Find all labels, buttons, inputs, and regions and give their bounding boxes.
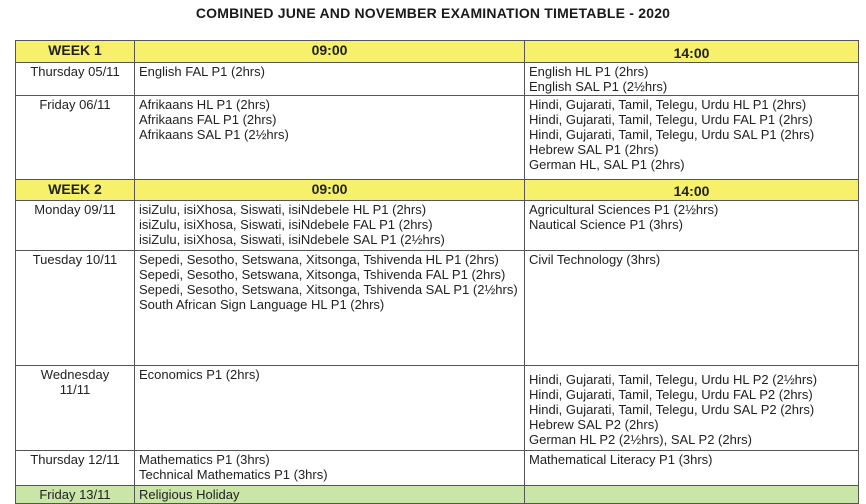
afternoon-cell bbox=[525, 366, 859, 451]
exam-entry: German HL P2 (2½hrs), SAL P2 (2hrs) bbox=[529, 432, 753, 447]
morning-cell bbox=[135, 451, 525, 486]
morning-session-header: 09:00 bbox=[135, 41, 525, 63]
exam-entry: Technical Mathematics P1 (3hrs) bbox=[139, 467, 328, 482]
exam-entry: English HL P1 (2hrs) bbox=[529, 64, 649, 79]
exam-entry: Hindi, Gujarati, Tamil, Telegu, Urdu FAL P1 (2hrs) bbox=[529, 112, 813, 127]
morning-cell bbox=[135, 201, 525, 251]
exam-entry: Afrikaans FAL P1 (2hrs) bbox=[139, 112, 277, 127]
table-row bbox=[16, 201, 859, 251]
day-label: Thursday 12/11 bbox=[30, 452, 120, 467]
day-label: Thursday 05/11 bbox=[30, 64, 120, 79]
exam-entry: South African Sign Language HL P1 (2hrs) bbox=[139, 297, 385, 312]
exam-entry: Mathematics P1 (3hrs) bbox=[139, 452, 270, 467]
day-label: Friday 06/11 bbox=[39, 97, 111, 112]
exam-entry: English SAL P1 (2½hrs) bbox=[529, 79, 668, 94]
afternoon-cell bbox=[525, 201, 859, 251]
day-label: Tuesday 10/11 bbox=[32, 252, 118, 267]
week-label: WEEK 1 bbox=[16, 41, 135, 63]
afternoon-session-header: 14:00 bbox=[525, 180, 859, 201]
exam-entry: Hebrew SAL P1 (2hrs) bbox=[529, 142, 659, 157]
day-label: 11/11 bbox=[59, 382, 91, 397]
day-cell bbox=[16, 63, 135, 96]
exam-entry: Hindi, Gujarati, Tamil, Telegu, Urdu HL P2 (2½hrs) bbox=[529, 372, 818, 387]
day-cell bbox=[16, 366, 135, 451]
table-row bbox=[16, 63, 859, 96]
exam-entry: Hindi, Gujarati, Tamil, Telegu, Urdu SAL P2 (2hrs) bbox=[529, 402, 815, 417]
exam-entry: Religious Holiday bbox=[139, 487, 240, 502]
table-row bbox=[16, 486, 859, 504]
week-label: WEEK 2 bbox=[16, 180, 135, 201]
exam-entry: Civil Technology (3hrs) bbox=[529, 252, 661, 267]
exam-entry: Sepedi, Sesotho, Setswana, Xitsonga, Tshivenda SAL P1 (2½hrs) bbox=[139, 282, 518, 297]
timetable bbox=[15, 40, 859, 504]
exam-entry: isiZulu, isiXhosa, Siswati, isiNdebele SAL P1 (2½hrs) bbox=[139, 232, 445, 247]
exam-entry: Afrikaans SAL P1 (2½hrs) bbox=[139, 127, 289, 142]
morning-cell bbox=[135, 63, 525, 96]
exam-entry: Sepedi, Sesotho, Setswana, Xitsonga, Tshivenda HL P1 (2hrs) bbox=[139, 252, 499, 267]
day-label: Wednesday bbox=[40, 367, 110, 382]
table-row bbox=[16, 251, 859, 366]
page-title: COMBINED JUNE AND NOVEMBER EXAMINATION TIMETABLE - 2020 bbox=[195, 5, 671, 21]
exam-entry: Hebrew SAL P2 (2hrs) bbox=[529, 417, 659, 432]
exam-entry: German HL, SAL P1 (2hrs) bbox=[529, 157, 685, 172]
exam-entry: English FAL P1 (2hrs) bbox=[139, 64, 265, 79]
exam-entry: Hindi, Gujarati, Tamil, Telegu, Urdu SAL P1 (2hrs) bbox=[529, 127, 815, 142]
exam-entry: isiZulu, isiXhosa, Siswati, isiNdebele FAL P1 (2hrs) bbox=[139, 217, 433, 232]
table-row bbox=[16, 366, 859, 451]
afternoon-session-header: 14:00 bbox=[525, 41, 859, 63]
afternoon-cell bbox=[525, 486, 859, 504]
exam-entry: Economics P1 (2hrs) bbox=[139, 367, 260, 382]
day-label: Friday 13/11 bbox=[39, 487, 111, 502]
exam-entry: isiZulu, isiXhosa, Siswati, isiNdebele HL P1 (2hrs) bbox=[139, 202, 427, 217]
day-cell bbox=[16, 96, 135, 180]
day-label: Monday 09/11 bbox=[34, 202, 116, 217]
day-cell bbox=[16, 201, 135, 251]
exam-entry: Mathematical Literacy P1 (3hrs) bbox=[529, 452, 713, 467]
morning-cell bbox=[135, 366, 525, 451]
exam-entry: Hindi, Gujarati, Tamil, Telegu, Urdu HL P1 (2hrs) bbox=[529, 97, 807, 112]
exam-entry: Agricultural Sciences P1 (2½hrs) bbox=[529, 202, 719, 217]
morning-session-header: 09:00 bbox=[135, 180, 525, 201]
day-cell bbox=[16, 251, 135, 366]
afternoon-cell bbox=[525, 251, 859, 366]
exam-entry: Sepedi, Sesotho, Setswana, Xitsonga, Tshivenda FAL P1 (2hrs) bbox=[139, 267, 506, 282]
day-cell bbox=[16, 451, 135, 486]
afternoon-cell bbox=[525, 451, 859, 486]
morning-cell bbox=[135, 486, 525, 504]
morning-cell bbox=[135, 251, 525, 366]
afternoon-cell bbox=[525, 63, 859, 96]
morning-cell bbox=[135, 96, 525, 180]
exam-entry: Afrikaans HL P1 (2hrs) bbox=[139, 97, 271, 112]
exam-entry: Hindi, Gujarati, Tamil, Telegu, Urdu FAL P2 (2hrs) bbox=[529, 387, 813, 402]
exam-entry: Nautical Science P1 (3hrs) bbox=[529, 217, 683, 232]
table-row bbox=[16, 451, 859, 486]
afternoon-cell bbox=[525, 96, 859, 180]
table-row bbox=[16, 96, 859, 180]
week-header-row bbox=[16, 180, 859, 201]
day-cell bbox=[16, 486, 135, 504]
week-header-row bbox=[16, 41, 859, 63]
